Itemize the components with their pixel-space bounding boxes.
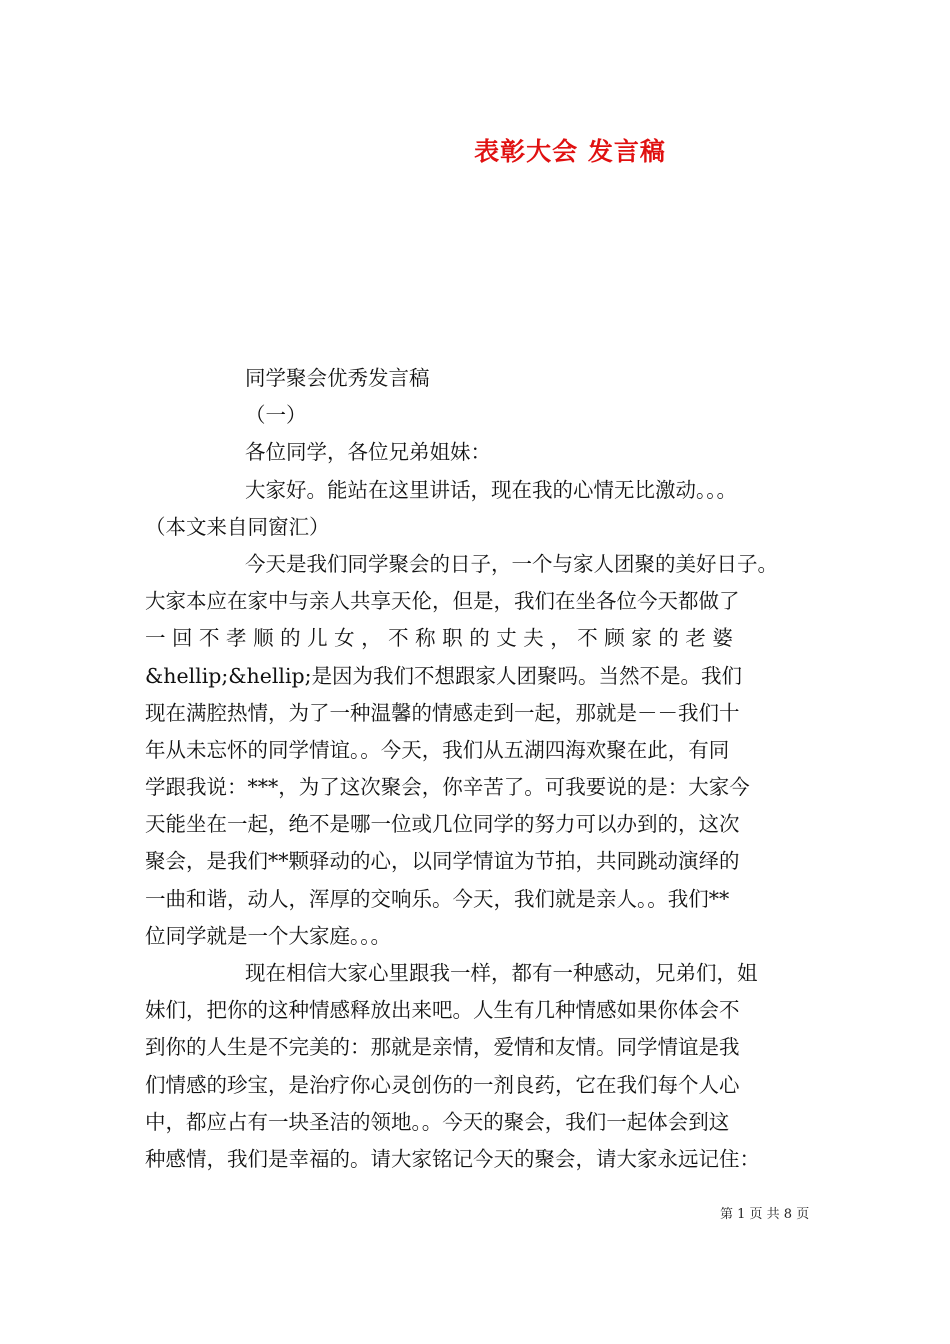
paragraph-line: 中，都应占有一块圣洁的领地。。今天的聚会，我们一起体会到这 (145, 1109, 730, 1134)
paragraph-line: 大家本应在家中与亲人共享天伦，但是，我们在坐各位今天都做了 (145, 589, 740, 614)
paragraph-line: 大家好。能站在这里讲话，现在我的心情无比激动。。。 (245, 477, 737, 502)
document-title: 表彰大会 发言稿 (474, 137, 666, 166)
page-footer: 第 1 页 共 8 页 (720, 1207, 810, 1222)
paragraph-line: 一 回 不 孝 顺 的 儿 女 ， 不 称 职 的 丈 夫 ， 不 顾 家 的 老 婆 (145, 626, 733, 651)
paragraph-line: 们情感的珍宝，是治疗你心灵创伤的一剂良药，它在我们每个人心 (145, 1072, 740, 1097)
paragraph-line: &hellip;&hellip;是因为我们不想跟家人团聚吗。当然不是。我们 (145, 663, 743, 688)
paragraph-line: 种感情，我们是幸福的。请大家铭记今天的聚会，请大家永远记住： (145, 1146, 760, 1171)
document-body (145, 360, 810, 1178)
paragraph-line: 一曲和谐，动人，浑厚的交响乐。今天，我们就是亲人。。我们** (145, 886, 730, 911)
paragraph-line: 天能坐在一起，绝不是哪一位或几位同学的努力可以办到的，这次 (145, 812, 740, 837)
subtitle: 同学聚会优秀发言稿 (245, 366, 430, 390)
paragraph-line: 现在满腔热情，为了一种温馨的情感走到一起，那就是－－我们十 (145, 700, 740, 725)
paragraph-line: 聚会，是我们**颗驿动的心，以同学情谊为节拍，共同跳动演绎的 (145, 849, 740, 874)
paragraph-line: 今天是我们同学聚会的日子，一个与家人团聚的美好日子。 (245, 551, 778, 576)
paragraph-line: 学跟我说：***，为了这次聚会，你辛苦了。可我要说的是：大家今 (145, 775, 750, 800)
paragraph-line: 年从未忘怀的同学情谊。。今天，我们从五湖四海欢聚在此，有同 (145, 737, 730, 762)
paragraph-line: 位同学就是一个大家庭。。。 (145, 923, 391, 948)
paragraph-line: 到你的人生是不完美的：那就是亲情，爱情和友情。同学情谊是我 (145, 1035, 740, 1060)
salutation: 各位同学，各位兄弟姐妹： (245, 440, 491, 465)
section-number: （一） (245, 403, 307, 428)
paragraph-line: 现在相信大家心里跟我一样，都有一种感动，兄弟们，姐 (245, 961, 758, 985)
paragraph-line: 妹们，把你的这种情感释放出来吧。人生有几种情感如果你体会不 (145, 998, 740, 1023)
paragraph-line: （本文来自同窗汇） (145, 514, 330, 539)
